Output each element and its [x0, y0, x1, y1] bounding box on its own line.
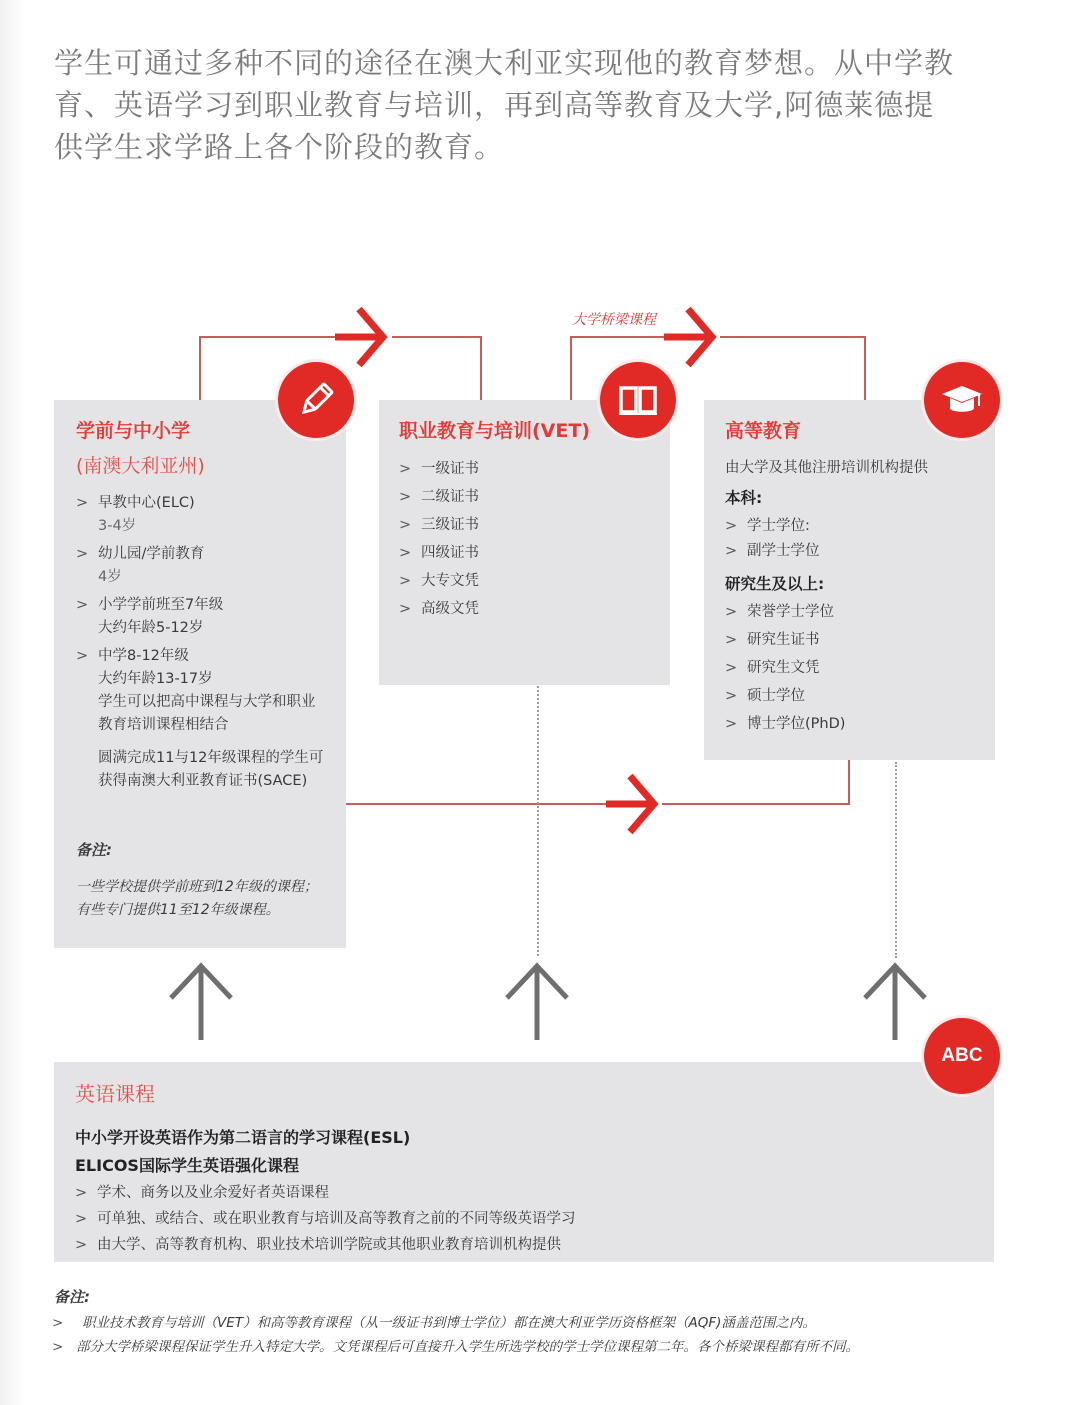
chevron-right-icon: >	[725, 518, 738, 534]
list-item: > 二级证书	[399, 483, 670, 511]
arrow-up-icon	[504, 962, 570, 1042]
pencil-icon	[296, 380, 336, 420]
connector-school-higher	[346, 803, 606, 805]
chevron-right-icon: >	[52, 1339, 64, 1355]
school-box: 学前与中小学 (南澳大利亚州) > 早教中心(ELC) 3-4岁 > 幼儿园/学前教育 4岁 > 小学学前班至7年级 大约年龄5-12岁 > 中学8-12年级 大约年龄13-17岁 学生可以把高中课程与大学和职业教育培训课程相结合 圆满完成11与12年级课程的学生可获得南澳大利亚教育证书(SACE) 备注: 一些学校提供学前班到12年级的课程；有些专门提供11至12年级课程。	[54, 400, 346, 948]
school-title: 学前与中小学	[76, 420, 191, 442]
footnote-item: > 职业技术教育与培训（VET）和高等教育课程（从一级证书到博士学位）都在澳大利亚学历资格框架（AQF)涵盖范围之内。	[52, 1311, 1044, 1335]
list-item: > 可单独、或结合、或在职业教育与培训及高等教育之前的不同等级英语学习	[75, 1206, 994, 1232]
connector-school-vet	[392, 336, 482, 338]
arrow-up-icon	[862, 962, 928, 1042]
list-item: > 研究生文凭	[725, 654, 995, 682]
chevron-right-icon: >	[76, 546, 89, 562]
chevron-right-icon: >	[399, 545, 412, 561]
list-item: > 荣誉学士学位	[725, 598, 995, 626]
graduation-circle	[924, 362, 1000, 438]
list-item: > 大专文凭	[399, 567, 670, 595]
chevron-right-icon: >	[76, 495, 89, 511]
undergrad-label: 本科:	[725, 489, 763, 507]
chevron-right-icon: >	[725, 632, 738, 648]
connector-school-vet	[199, 336, 339, 338]
abc-circle	[924, 1018, 1000, 1094]
vet-title: 职业教育与培训(VET)	[399, 420, 591, 442]
book-circle	[600, 362, 676, 438]
list-item: > 由大学、高等教育机构、职业技术培训学院或其他职业教育培训机构提供	[75, 1232, 994, 1258]
arrow-up-icon	[168, 962, 234, 1042]
chevron-right-icon: >	[399, 489, 412, 505]
connector-school-vet	[480, 336, 482, 400]
chevron-right-icon: >	[76, 648, 89, 664]
list-item: > 幼儿园/学前教育	[76, 543, 346, 566]
list-item: > 学术、商务以及业余爱好者英语课程	[75, 1180, 994, 1206]
footnote	[54, 1286, 1044, 1359]
chevron-right-icon: >	[725, 543, 738, 559]
chevron-right-icon: >	[725, 660, 738, 676]
arrow-right-icon	[662, 305, 718, 369]
connector-vet-higher	[720, 336, 866, 338]
book-icon	[618, 384, 658, 416]
list-item: > 中学8-12年级	[76, 645, 346, 668]
dotted-connector-vet	[537, 686, 539, 956]
esl-line: 中小学开设英语作为第二语言的学习课程(ESL)	[75, 1128, 411, 1147]
postgrad-label: 研究生及以上:	[725, 575, 825, 593]
school-note-label: 备注:	[76, 841, 112, 859]
school-note-text: 一些学校提供学前班到12年级的课程；有些专门提供11至12年级课程。	[76, 879, 318, 918]
school-subtitle: (南澳大利亚州)	[76, 455, 205, 477]
list-item: > 小学学前班至7年级	[76, 594, 346, 617]
connector-school-higher	[662, 803, 850, 805]
list-item: > 硕士学位	[725, 682, 995, 710]
bridge-course-label: 大学桥梁课程	[572, 312, 656, 328]
elicos-line: ELICOS国际学生英语强化课程	[75, 1156, 299, 1175]
chevron-right-icon: >	[75, 1237, 88, 1253]
chevron-right-icon: >	[76, 597, 89, 613]
footnote-label: 备注:	[54, 1288, 90, 1306]
list-item: > 学士学位:	[725, 514, 995, 539]
english-box	[54, 1062, 994, 1262]
abc-icon: ABC	[941, 1045, 983, 1066]
english-title: 英语课程	[75, 1082, 155, 1106]
list-item: > 副学士学位	[725, 539, 995, 564]
list-item: > 博士学位(PhD)	[725, 710, 995, 738]
chevron-right-icon: >	[725, 688, 738, 704]
connector-school-vet	[199, 336, 201, 400]
chevron-right-icon: >	[725, 604, 738, 620]
chevron-right-icon: >	[399, 461, 412, 477]
footnote-item: > 部分大学桥梁课程保证学生升入特定大学。文凭课程后可直接升入学生所选学校的学士学位课程第二年。各个桥梁课程都有所不同。	[52, 1335, 1044, 1359]
list-item: > 高级文凭	[399, 595, 670, 623]
arrow-right-icon	[333, 305, 389, 369]
connector-vet-higher	[864, 336, 866, 400]
list-item: > 研究生证书	[725, 626, 995, 654]
arrow-right-icon	[604, 772, 660, 836]
chevron-right-icon: >	[75, 1211, 88, 1227]
vet-box	[379, 400, 670, 685]
higher-box	[704, 400, 995, 760]
chevron-right-icon: >	[725, 716, 738, 732]
pencil-circle	[278, 362, 354, 438]
chevron-right-icon: >	[399, 573, 412, 589]
connector-school-higher	[848, 760, 850, 805]
graduation-cap-icon	[940, 382, 984, 418]
list-item: > 四级证书	[399, 539, 670, 567]
sace-note: 圆满完成11与12年级课程的学生可获得南澳大利亚教育证书(SACE)	[98, 750, 324, 789]
chevron-right-icon: >	[399, 601, 412, 617]
list-item: > 一级证书	[399, 455, 670, 483]
chevron-right-icon: >	[52, 1315, 64, 1331]
higher-title: 高等教育	[725, 420, 802, 442]
list-item: > 三级证书	[399, 511, 670, 539]
provider-text: 由大学及其他注册培训机构提供	[725, 460, 928, 476]
chevron-right-icon: >	[75, 1185, 88, 1201]
list-item: > 早教中心(ELC)	[76, 492, 346, 515]
dotted-connector-higher	[895, 762, 897, 958]
connector-vet-higher	[570, 336, 572, 400]
chevron-right-icon: >	[399, 517, 412, 533]
intro-paragraph: 学生可通过多种不同的途径在澳大利亚实现他的教育梦想。从中学教育、英语学习到职业教育与培训，再到高等教育及大学,阿德莱德提供学生求学路上各个阶段的教育。	[54, 46, 955, 164]
page-edge-shade	[0, 0, 26, 1405]
